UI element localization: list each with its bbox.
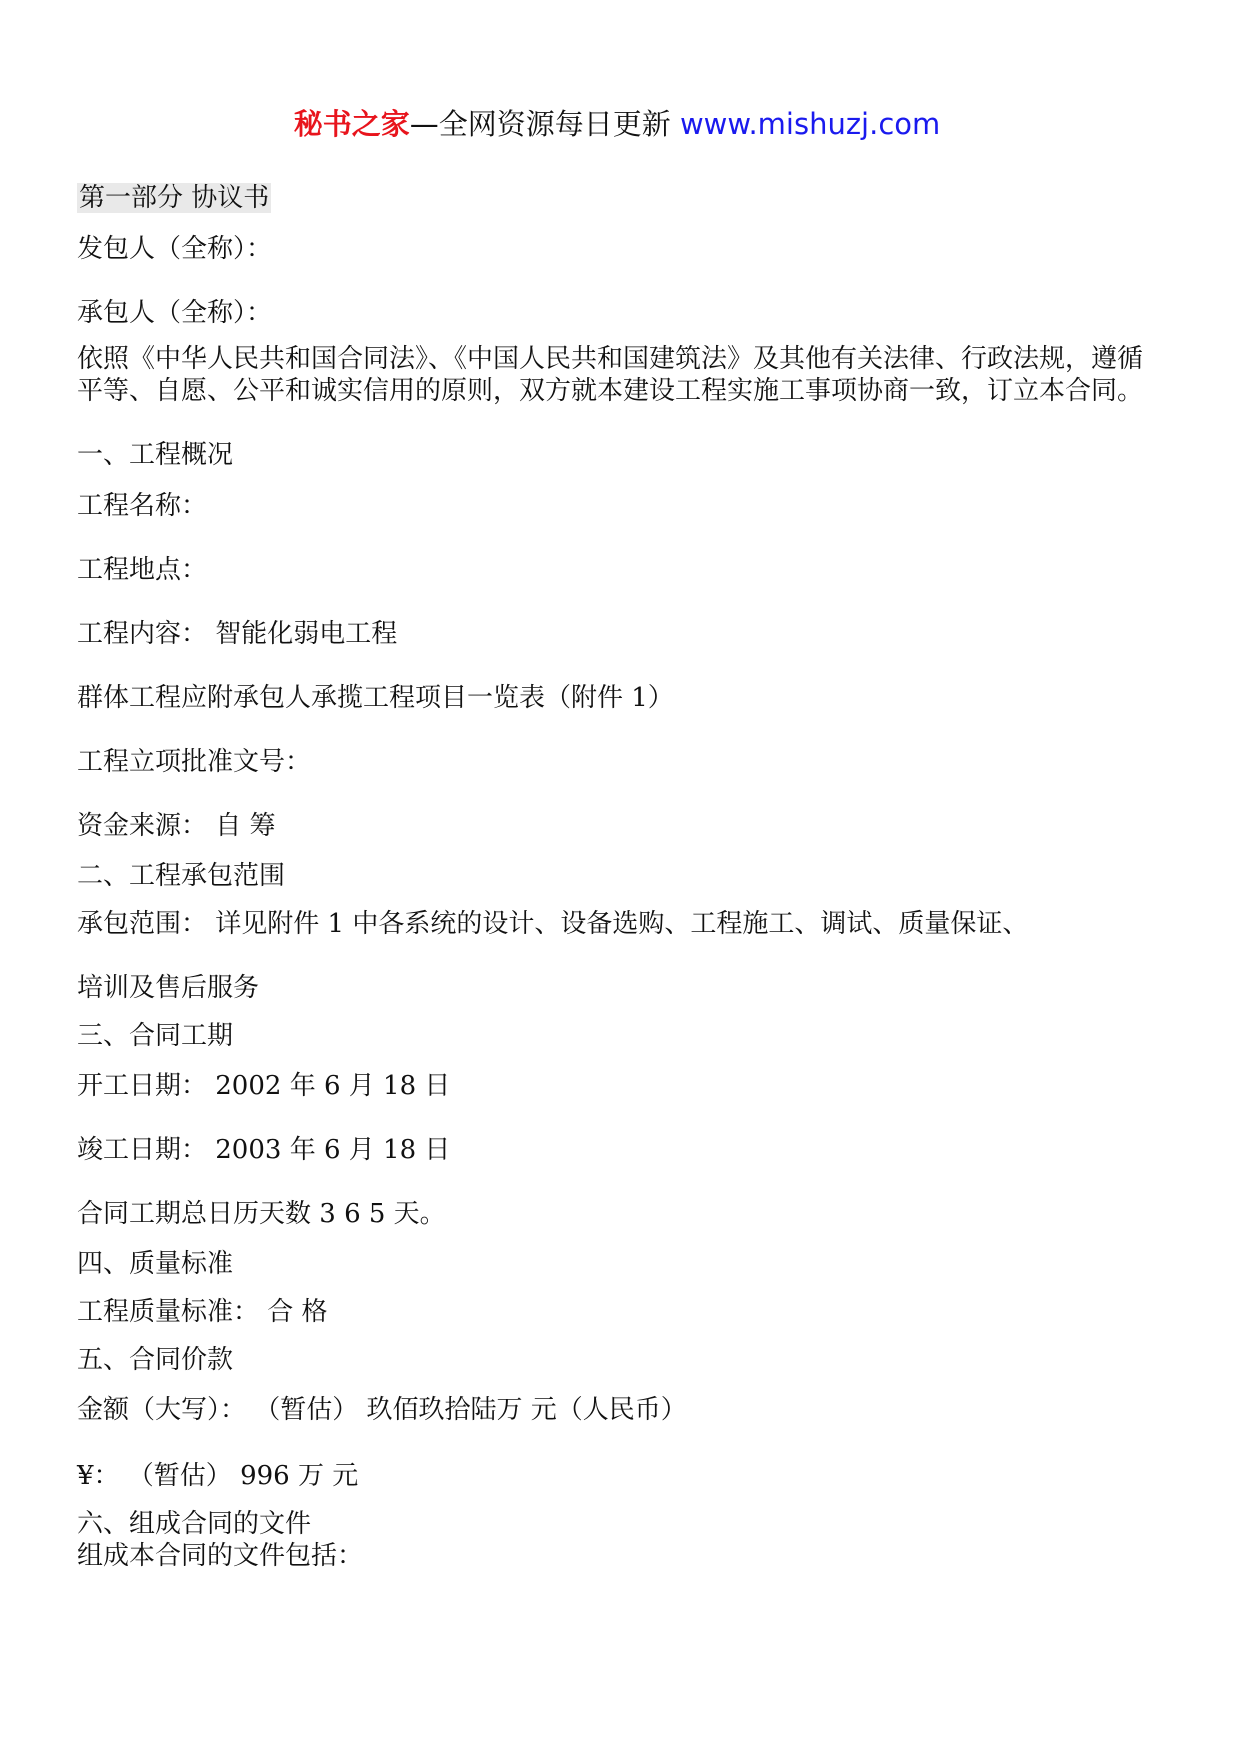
section-1-title: 一、工程概况 bbox=[77, 440, 234, 470]
amount-words-line: 金额（大写）： （暂估） 玖佰玖拾陆万 元（人民币） bbox=[77, 1395, 687, 1425]
project-name-line: 工程名称： bbox=[77, 491, 208, 521]
banner-url-link[interactable]: www.mishuzj.com bbox=[679, 107, 941, 141]
banner-brand: 秘书之家 bbox=[293, 107, 410, 141]
section-3-title: 三、合同工期 bbox=[77, 1021, 234, 1051]
fund-source-line: 资金来源： 自 筹 bbox=[77, 811, 276, 841]
site-banner bbox=[0, 102, 1234, 143]
start-date-line: 开工日期： 2002 年 6 月 18 日 bbox=[77, 1071, 451, 1101]
approval-number-line: 工程立项批准文号： bbox=[77, 747, 312, 777]
group-project-note: 群体工程应附承包人承揽工程项目一览表（附件 1） bbox=[77, 683, 674, 713]
scope-line-1: 承包范围： 详见附件 1 中各系统的设计、设备选购、工程施工、调试、质量保证、 bbox=[77, 909, 1029, 939]
total-days-line: 合同工期总日历天数 3 6 5 天。 bbox=[77, 1199, 446, 1229]
contractor-line: 承包人（全称）： bbox=[77, 298, 273, 328]
section-2-title: 二、工程承包范围 bbox=[77, 861, 286, 891]
preamble-paragraph: 依照《中华人民共和国合同法》、《中国人民共和国建筑法》及其他有关法律、行政法规，遵循平等、自愿、公平和诚实信用的原则，双方就本建设工程实施工事项协商一致，订立本合同。 bbox=[77, 344, 1144, 406]
scope-line-2: 培训及售后服务 bbox=[77, 973, 260, 1003]
contract-docs-intro: 组成本合同的文件包括： bbox=[77, 1541, 364, 1571]
quality-standard-line: 工程质量标准： 合 格 bbox=[77, 1297, 328, 1327]
project-content-line: 工程内容： 智能化弱电工程 bbox=[77, 619, 398, 649]
end-date-line: 竣工日期： 2003 年 6 月 18 日 bbox=[77, 1135, 451, 1165]
part-title-text: 第一部分 协议书 bbox=[79, 183, 270, 213]
project-location-line: 工程地点： bbox=[77, 555, 208, 585]
employer-line: 发包人（全称）： bbox=[77, 234, 273, 264]
amount-figure-line: ¥： （暂估） 996 万 元 bbox=[77, 1461, 359, 1491]
section-6-title: 六、组成合同的文件 bbox=[77, 1509, 312, 1539]
section-5-title: 五、合同价款 bbox=[77, 1345, 234, 1375]
banner-tagline: —全网资源每日更新 bbox=[409, 107, 671, 141]
section-4-title: 四、质量标准 bbox=[77, 1249, 234, 1279]
part-title bbox=[77, 182, 271, 214]
